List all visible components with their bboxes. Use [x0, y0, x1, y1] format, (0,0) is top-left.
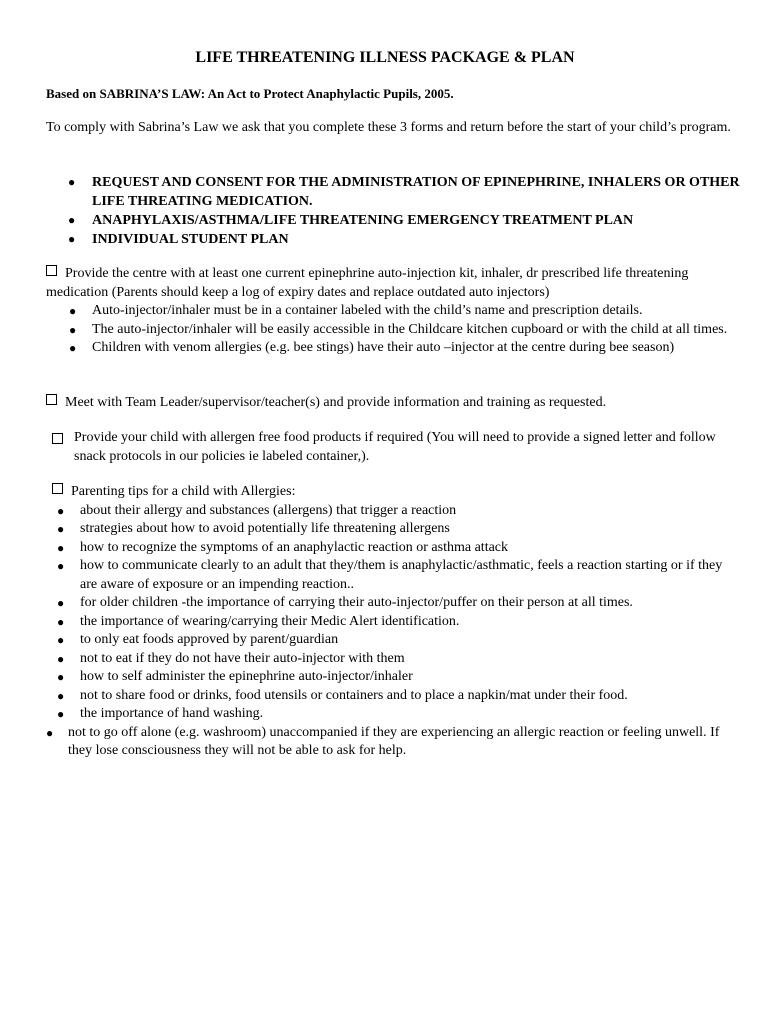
- bullet-icon: ●: [57, 651, 65, 666]
- list-item: ● REQUEST AND CONSENT FOR THE ADMINISTRATION OF EPINEPHRINE, INHALERS OR OTHER LIFE THREATING MEDICATION.: [68, 175, 740, 209]
- provide-kit-list: [46, 302, 746, 358]
- meet-text: Meet with Team Leader/supervisor/teacher(s) and provide information and training as requested.: [65, 395, 607, 410]
- bullet-icon: ●: [68, 175, 76, 189]
- bullet-icon: ●: [57, 522, 65, 536]
- bullet-icon: ●: [57, 559, 65, 573]
- subtitle: Based on SABRINA’S LAW: An Act to Protect Anaphylactic Pupils, 2005.: [46, 86, 454, 101]
- bullet-icon: ●: [69, 322, 77, 337]
- list-item: ● strategies about how to avoid potentially life threatening allergens: [52, 520, 742, 539]
- list-item: ● the importance of wearing/carrying their Medic Alert identification.: [52, 613, 742, 632]
- list-item: ● to only eat foods approved by parent/guardian: [52, 631, 742, 650]
- list-item: ● Children with venom allergies (e.g. bee stings) have their auto –injector at the centre during bee season): [46, 339, 746, 358]
- parenting-tips-section: [46, 483, 742, 761]
- bullet-icon: ●: [69, 304, 77, 318]
- list-item: ● the importance of hand washing.: [52, 705, 742, 724]
- list-item: ● for older children -the importance of carrying their auto-injector/puffer on their person at all times.: [52, 594, 742, 613]
- list-item: ● how to recognize the symptoms of an anaphylactic reaction or asthma attack: [52, 539, 742, 558]
- checkbox-icon: [52, 483, 63, 494]
- bullet-icon: ●: [57, 540, 65, 555]
- bullet-icon: ●: [68, 213, 76, 227]
- list-item: ● how to communicate clearly to an adult that they/them is anaphylactic/asthmatic, feels a reaction starting or if they are aware of exposure or an impending reaction..: [57, 558, 723, 592]
- checkbox-icon: [46, 394, 57, 405]
- list-item: ● not to go off alone (e.g. washroom) unaccompanied if they are experiencing an allergic reaction or feeling unwell. If they lose consciousness they will not be able to ask for help.: [46, 724, 720, 758]
- bullet-icon: ●: [68, 232, 76, 246]
- list-item: ● The auto-injector/inhaler will be easily accessible in the Childcare kitchen cupboard or with the child at all times.: [46, 321, 746, 340]
- list-item: ● not to share food or drinks, food utensils or containers and to place a napkin/mat under their food.: [52, 687, 742, 706]
- meet-section: [46, 394, 746, 413]
- provide-food-text: Provide your child with allergen free food products if required (You will need to provide a signed letter and follow snack protocols in our policies ie labeled container,).: [74, 430, 716, 464]
- bullet-icon: ●: [57, 614, 65, 629]
- bullet-icon: ●: [57, 670, 65, 684]
- provide-food-section: [52, 429, 742, 466]
- page-title: LIFE THREATENING ILLNESS PACKAGE & PLAN: [195, 49, 575, 66]
- checkbox-icon: [46, 265, 57, 276]
- bullet-icon: ●: [57, 633, 65, 647]
- forms-list: [46, 173, 746, 249]
- bullet-icon: ●: [57, 688, 65, 703]
- bullet-icon: ●: [57, 503, 65, 518]
- tips-heading: Parenting tips for a child with Allergies:: [71, 484, 296, 499]
- bullet-icon: ●: [57, 707, 65, 721]
- list-item: ● ANAPHYLAXIS/ASTHMA/LIFE THREATENING EMERGENCY TREATMENT PLAN: [68, 213, 634, 228]
- list-item: ● INDIVIDUAL STUDENT PLAN: [68, 232, 289, 247]
- list-item: ● not to eat if they do not have their auto-injector with them: [52, 650, 742, 669]
- bullet-icon: ●: [69, 341, 77, 355]
- tips-list: [52, 502, 742, 724]
- list-item: ● how to self administer the epinephrine auto-injector/inhaler: [52, 668, 742, 687]
- provide-kit-section: [46, 265, 746, 358]
- bullet-icon: ●: [46, 725, 54, 740]
- list-item: ● Auto-injector/inhaler must be in a container labeled with the child’s name and prescription details.: [46, 302, 746, 321]
- provide-kit-text: Provide the centre with at least one current epinephrine auto-injection kit, inhaler, dr prescribed life threatening medication (Parents should keep a log of expiry dates and replace outdated auto injectors): [46, 266, 689, 300]
- checkbox-icon: [52, 433, 63, 444]
- bullet-icon: ●: [57, 596, 65, 610]
- intro-paragraph: To comply with Sabrina’s Law we ask that you complete these 3 forms and return before the start of your child’s program.: [46, 120, 731, 135]
- list-item: ● about their allergy and substances (allergens) that trigger a reaction: [52, 502, 742, 521]
